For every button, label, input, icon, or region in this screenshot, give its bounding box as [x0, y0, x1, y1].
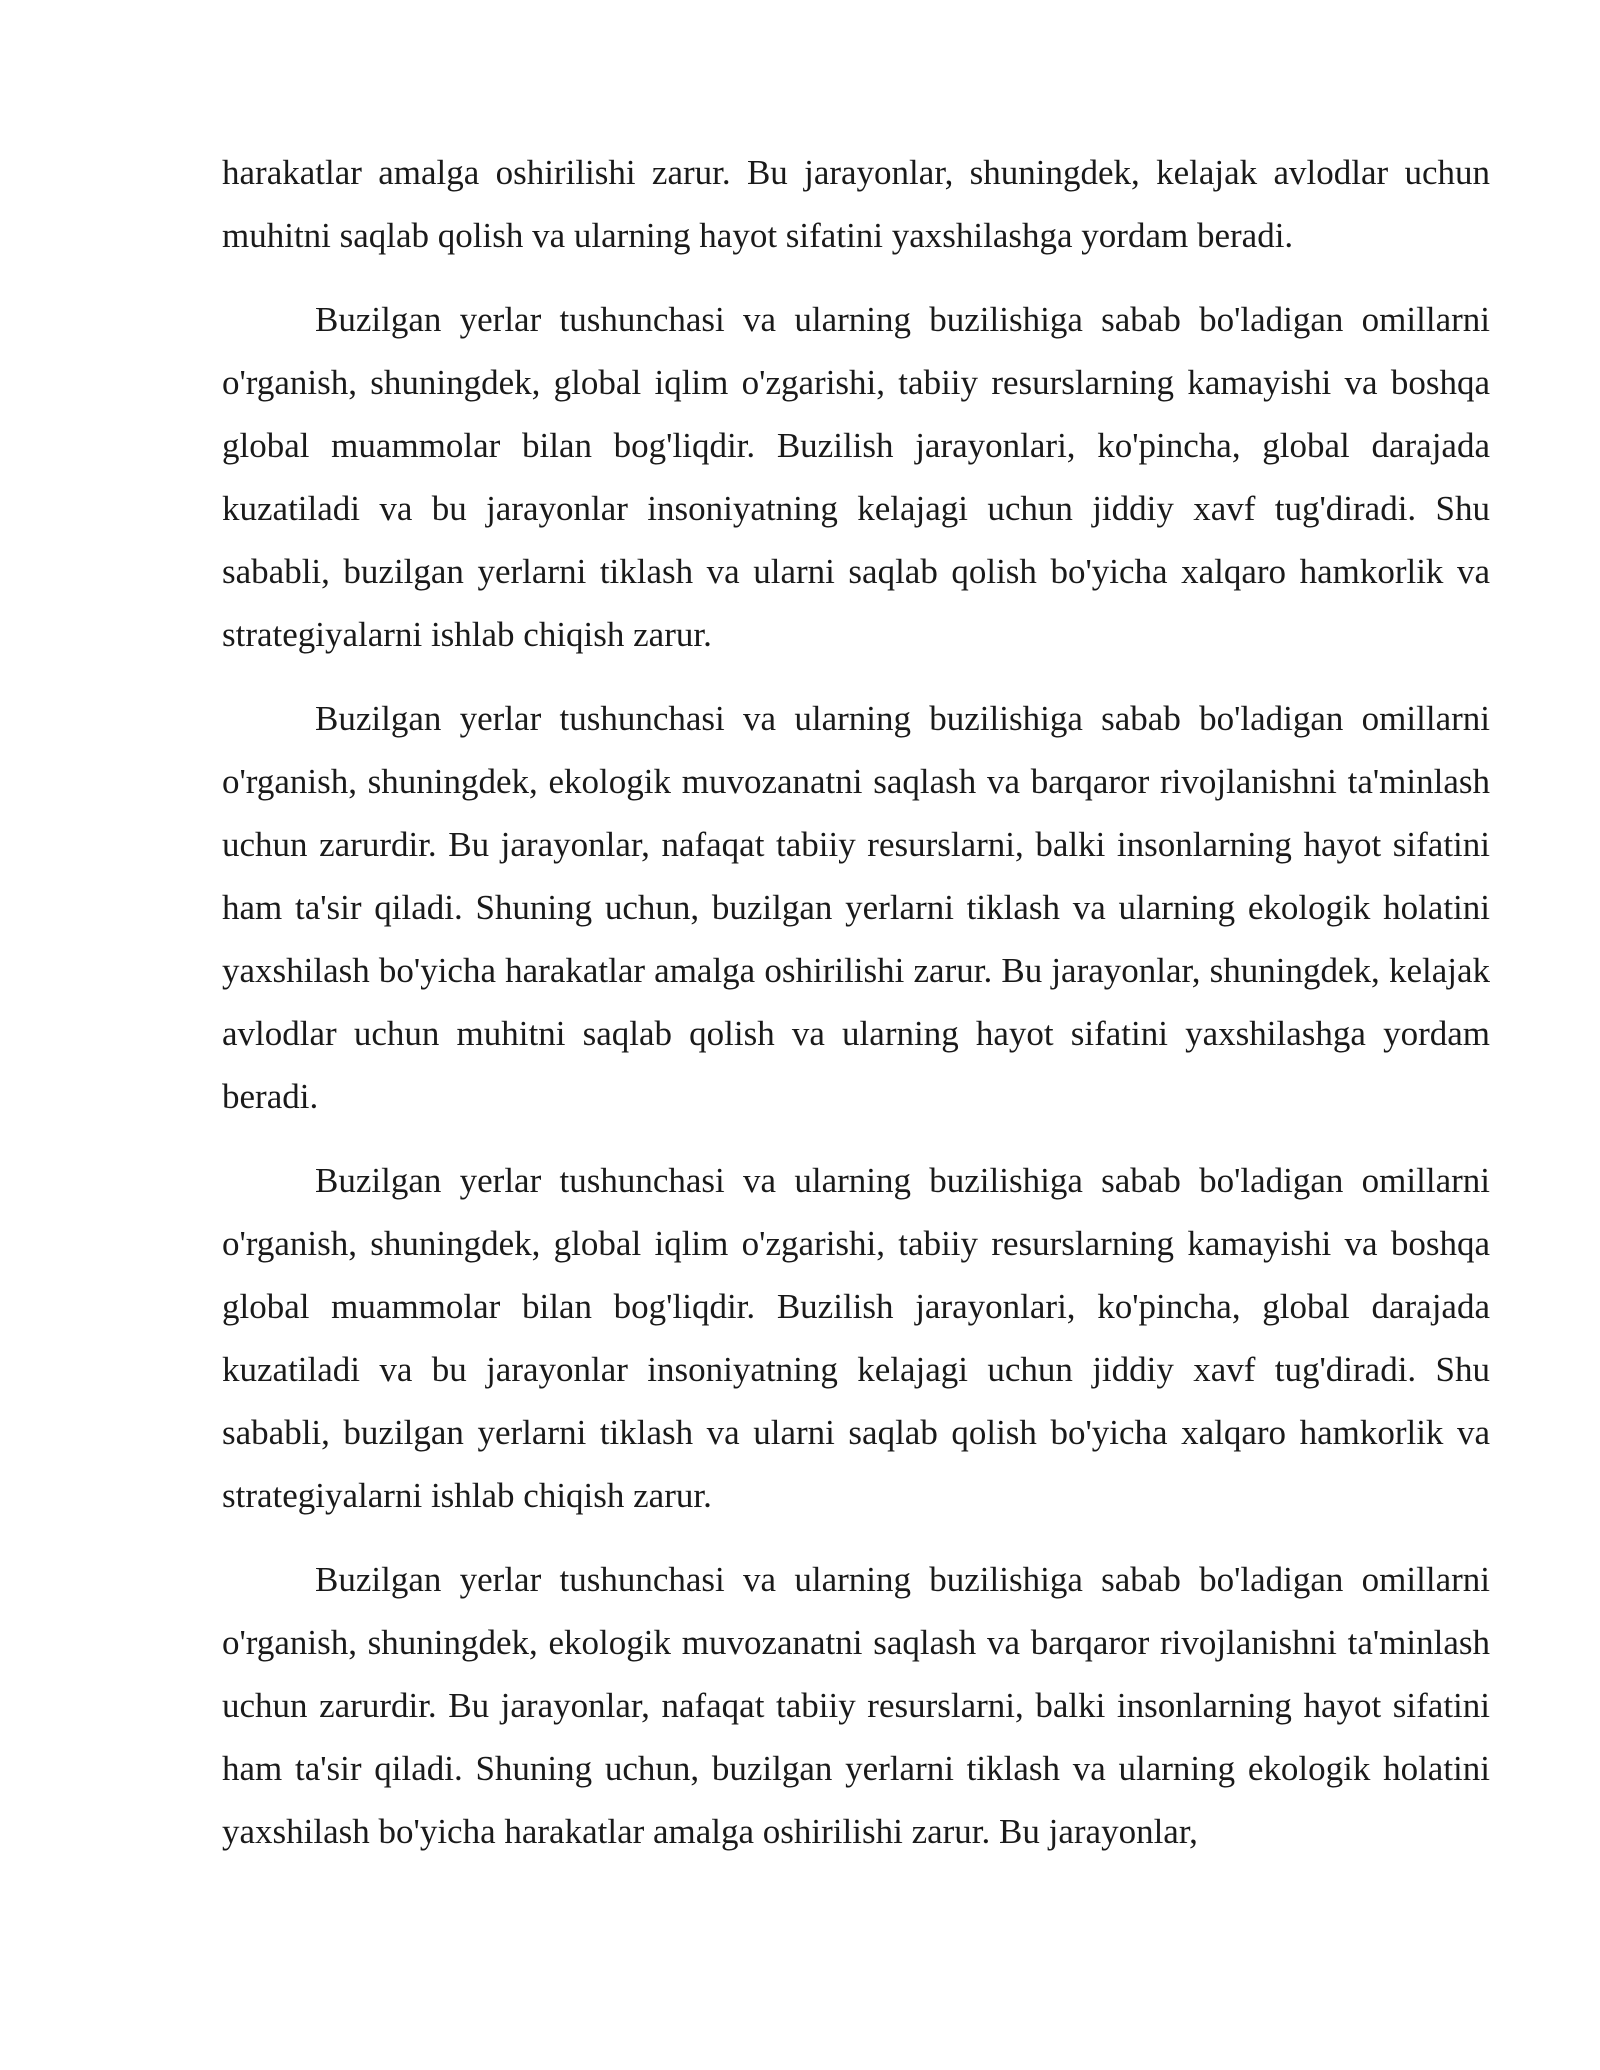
paragraph: Buzilgan yerlar tushunchasi va ularning buzilishiga sabab bo'ladigan omillarni o'rganish, shuningdek, global iqlim o'zgarishi, tabiiy resurslarning kamayishi va boshqa global muammolar bilan bog'liqdir. Buzilish jarayonlari, ko'pincha, global darajada kuzatiladi va bu jarayonlar insoniyatning kelajagi uchun jiddiy xavf tug'diradi. Shu sababli, buzilgan yerlarni tiklash va ularni saqlab qolish bo'yicha xalqaro hamkorlik va strategiyalarni ishlab chiqish zarur.: [222, 300, 1490, 654]
paragraph: Buzilgan yerlar tushunchasi va ularning buzilishiga sabab bo'ladigan omillarni o'rganish, shuningdek, ekologik muvozanatni saqlash va barqaror rivojlanishni ta'minlash uchun zarurdir. Bu jarayonlar, nafaqat tabiiy resurslarni, balki insonlarning hayot sifatini ham ta'sir qiladi. Shuning uchun, buzilgan yerlarni tiklash va ularning ekologik holatini yaxshilash bo'yicha harakatlar amalga oshirilishi zarur. Bu jarayonlar,: [222, 1560, 1490, 1851]
document-body: [222, 141, 1490, 1884]
paragraph: Buzilgan yerlar tushunchasi va ularning buzilishiga sabab bo'ladigan omillarni o'rganish, shuningdek, global iqlim o'zgarishi, tabiiy resurslarning kamayishi va boshqa global muammolar bilan bog'liqdir. Buzilish jarayonlari, ko'pincha, global darajada kuzatiladi va bu jarayonlar insoniyatning kelajagi uchun jiddiy xavf tug'diradi. Shu sababli, buzilgan yerlarni tiklash va ularni saqlab qolish bo'yicha xalqaro hamkorlik va strategiyalarni ishlab chiqish zarur.: [222, 1161, 1490, 1515]
paragraph: Buzilgan yerlar tushunchasi va ularning buzilishiga sabab bo'ladigan omillarni o'rganish, shuningdek, ekologik muvozanatni saqlash va barqaror rivojlanishni ta'minlash uchun zarurdir. Bu jarayonlar, nafaqat tabiiy resurslarni, balki insonlarning hayot sifatini ham ta'sir qiladi. Shuning uchun, buzilgan yerlarni tiklash va ularning ekologik holatini yaxshilash bo'yicha harakatlar amalga oshirilishi zarur. Bu jarayonlar, shuningdek, kelajak avlodlar uchun muhitni saqlab qolish va ularning hayot sifatini yaxshilashga yordam beradi.: [222, 699, 1490, 1116]
paragraph-continued: harakatlar amalga oshirilishi zarur. Bu jarayonlar, shuningdek, kelajak avlodlar uchun muhitni saqlab qolish va ularning hayot sifatini yaxshilashga yordam beradi.: [222, 153, 1490, 255]
